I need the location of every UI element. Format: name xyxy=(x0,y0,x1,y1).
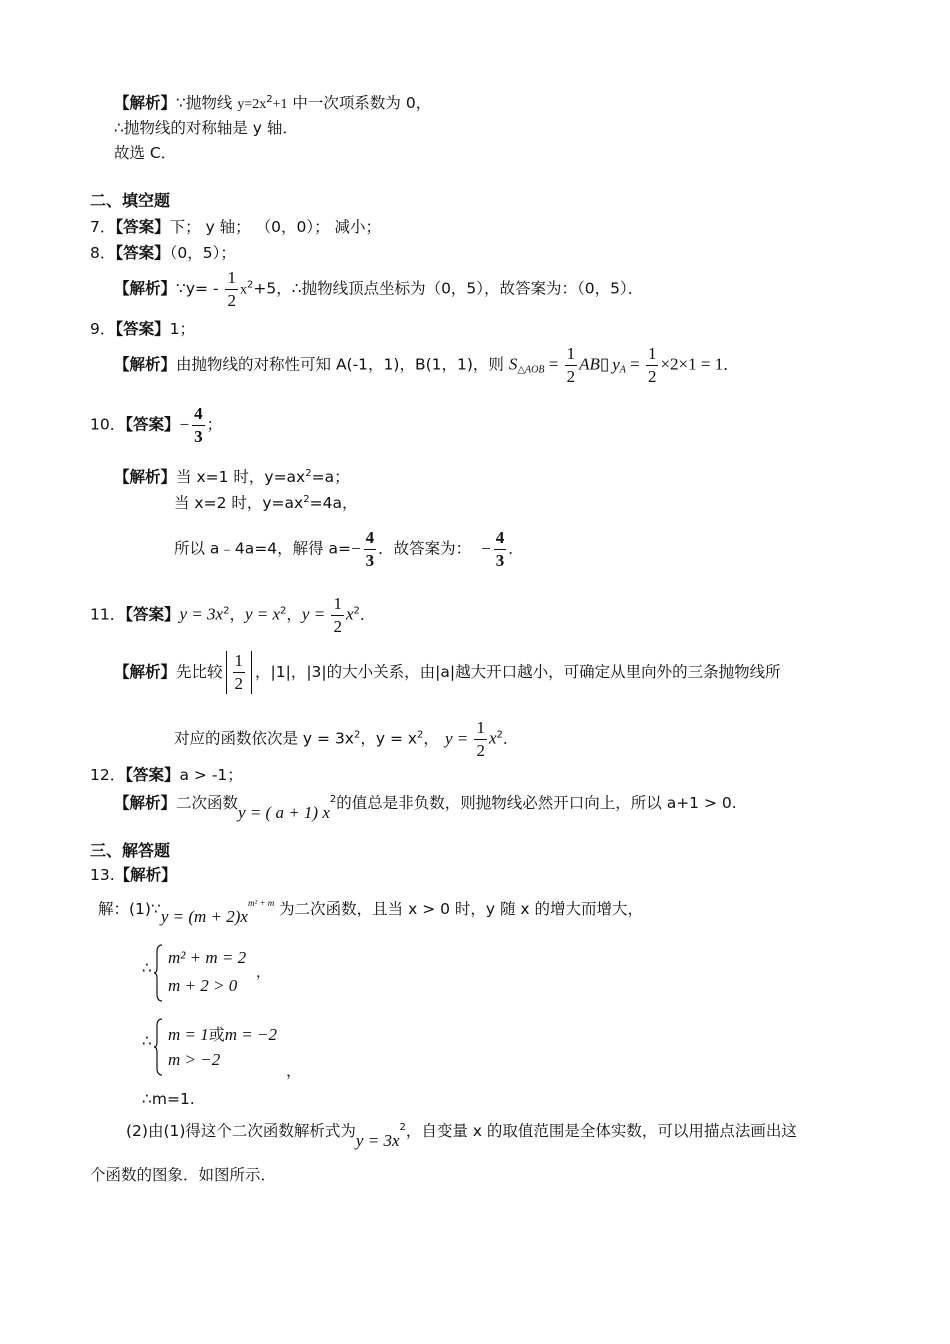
fraction: $\frac{4}{3}$ xyxy=(495,528,505,570)
question-10-analysis-line-3: 所以 a﹣4a=4，解得 a=− $\frac{4}{3}$ ．故答案为： − $\frac{4}{3}$ ． xyxy=(174,528,524,570)
system-2-row-2: m > −2 xyxy=(168,1050,221,1069)
fraction: $\frac{1}{2}$ xyxy=(234,651,244,693)
fraction: $\frac{4}{3}$ xyxy=(365,528,375,570)
analysis-6-line-3: 故选 C． xyxy=(114,144,177,162)
brace-icon xyxy=(154,1018,163,1076)
fraction: $\frac{1}{2}$ xyxy=(227,268,236,310)
question-11-analysis-line-1: 【解析】先比较 $\frac{1}{2}$ ，|1|，|3|的大小关系，由|a|越大开口越小，可确定从里向外的三条抛物线所 xyxy=(114,651,781,693)
question-8-answer: 8．【答案】（0，5）； xyxy=(90,244,236,262)
analysis-6-line-1: 【解析】∵抛物线 $y=2x^2+1$ 中一次项系数为 0， xyxy=(114,94,432,112)
question-12-answer: 12．【答案】a > -1； xyxy=(90,766,243,784)
question-12-analysis: 【解析】二次函数y = ( a + 1) $x^2$的值总是非负数，则抛物线必然开口向上，所以 a+1 > 0. xyxy=(114,794,737,822)
question-13-result: ∴m=1. xyxy=(142,1090,195,1108)
fraction: $\frac{1}{2}$ xyxy=(566,344,576,386)
question-13-part-2-cont: 个函数的图象．如图所示． xyxy=(90,1166,277,1184)
fraction: $\frac{1}{2}$ xyxy=(476,718,485,760)
question-13-part-2: (2)由(1)得这个二次函数解析式为$y = 3x^2$，自变量 x 的取值范围是全体实数，可以用描点法画出这 xyxy=(126,1122,797,1150)
brace-icon xyxy=(154,944,163,1002)
fraction: $\frac{1}{2}$ xyxy=(647,344,657,386)
therefore-symbol: ∴ xyxy=(142,1032,152,1050)
therefore-symbol: ∴ xyxy=(142,959,152,977)
question-8-analysis: 【解析】∵y= - $\frac{1}{2}$ $x^2+5$，∴抛物线顶点坐标为（0，5），故答案为：（0，5）． xyxy=(114,268,644,310)
analysis-6-line-2: ∴抛物线的对称轴是 y 轴． xyxy=(114,119,298,137)
question-9-answer: 9．【答案】1； xyxy=(90,320,196,338)
question-13-part-1: 解：(1)∵y = $(m + 2)x^{m^2 + m}$ 为二次函数，且当 x > 0 时，y 随 x 的增大而增大， xyxy=(98,898,644,926)
question-7-answer: 7．【答案】下； y 轴； （0，0）； 减小； xyxy=(90,218,381,236)
fraction: $\frac{4}{3}$ xyxy=(194,404,203,446)
question-10-analysis-line-2: 当 x=2 时，$y=ax^2=4a$， xyxy=(174,494,358,512)
question-11-analysis-line-2: 对应的函数依次是 $y = 3x^2$，$y = x^2$， y = $\frac{1}{2}$ $x^2$． xyxy=(174,718,519,760)
equation-system-1: m² + m = 2 m + 2 > 0 ， xyxy=(154,944,374,1004)
analysis-tag: 【解析】 xyxy=(114,94,177,112)
system-2-row-1: m = 1或m = −2 xyxy=(168,1025,277,1044)
system-1-row-2: m + 2 > 0 xyxy=(168,976,238,995)
section-title-solution: 三、解答题 xyxy=(90,841,171,860)
question-9-analysis: 【解析】由抛物线的对称性可知 A(-1，1)，B(1，1)，则 $S_{\triangle AOB}$ = $\frac{1}{2}$ AB▯ $y_A$ = $\frac{1}{2}$ ×2×1 = 1． xyxy=(114,344,739,386)
fraction: $\frac{1}{2}$ xyxy=(333,594,342,636)
system-1-row-1: m² + m = 2 xyxy=(168,948,247,967)
absolute-value xyxy=(226,651,253,693)
question-11-answer: 11．【答案】$y = 3x^2$，$y = x^2$，y = $\frac{1}{2}$ $x^2$． xyxy=(90,594,376,636)
question-10-answer: 10．【答案】− $\frac{4}{3}$ ； xyxy=(90,404,223,446)
section-title-fill-blank: 二、填空题 xyxy=(90,191,171,210)
equation-system-2 xyxy=(154,1018,374,1078)
question-10-analysis-line-1: 【解析】当 x=1 时，$y=ax^2=a$； xyxy=(114,468,350,486)
question-13-header: 13.【解析】 xyxy=(90,866,177,884)
